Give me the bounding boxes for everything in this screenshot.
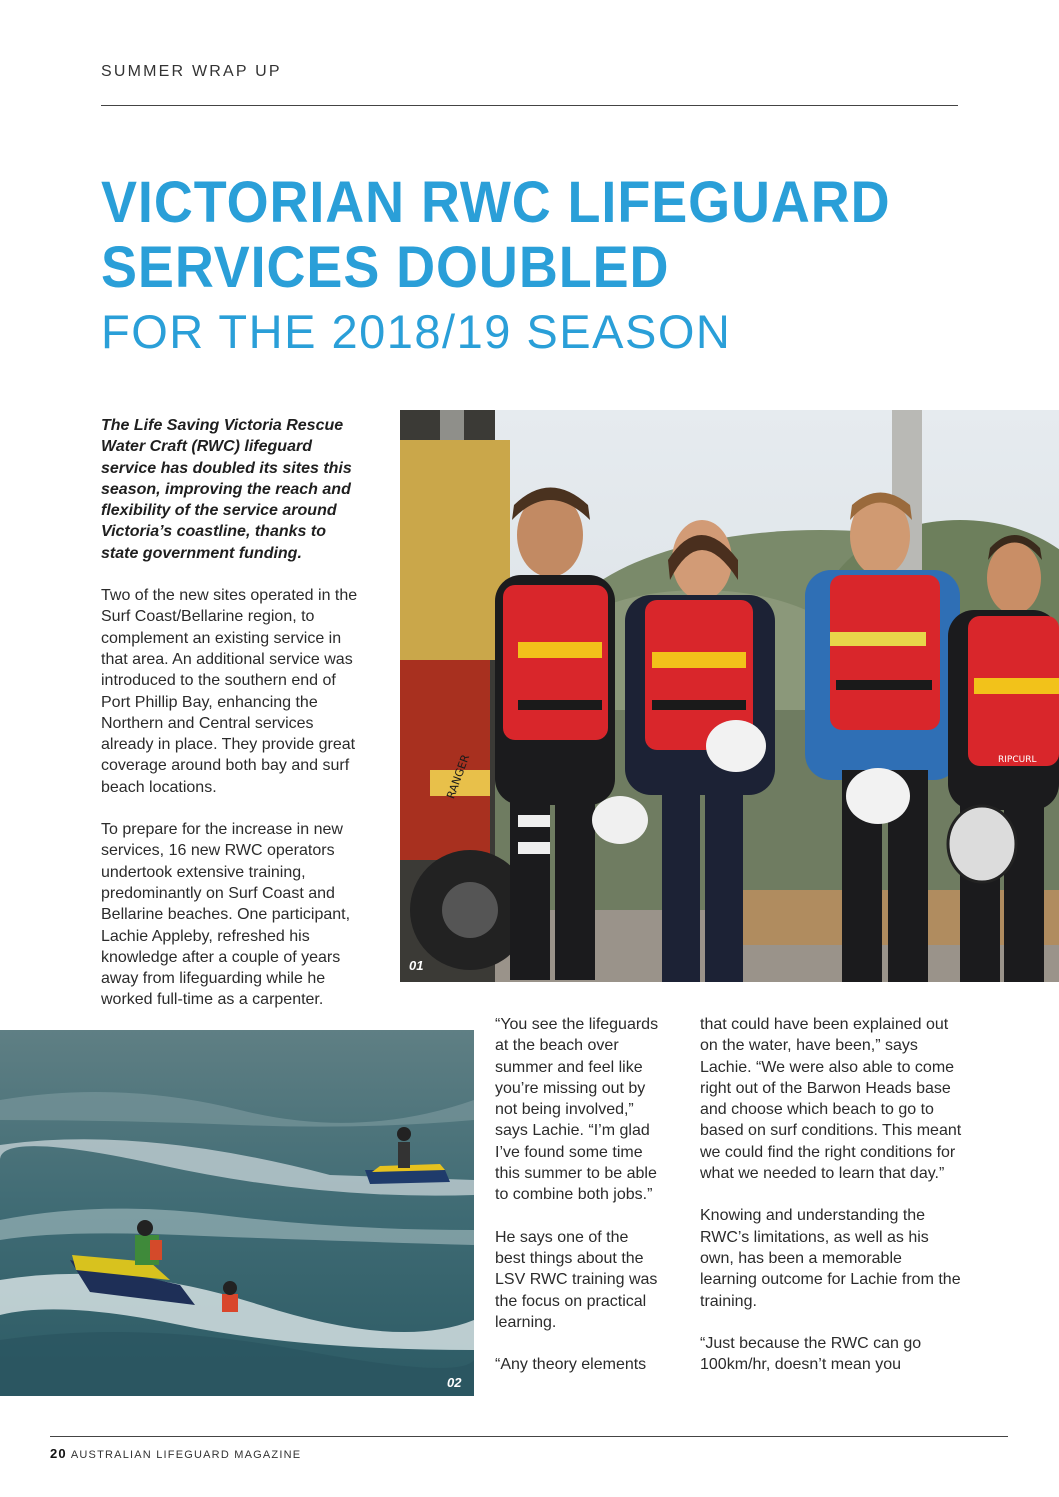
article-column-left	[101, 415, 363, 1032]
headline	[101, 170, 1001, 362]
top-divider	[101, 105, 958, 106]
article-paragraph-8: “Just because the RWC can go 100km/hr, doesn’t mean you	[700, 1334, 922, 1374]
article-column-right	[700, 1014, 962, 1396]
swimmer	[222, 1281, 238, 1312]
photo-rwc-illustration	[0, 1030, 474, 1396]
headline-line-1: VICTORIAN RWC LIFEGUARD	[101, 170, 891, 235]
footer	[50, 1446, 301, 1461]
footer-divider	[50, 1436, 1008, 1437]
article-paragraph-3: “You see the lifeguards at the beach over summer and feel like you’re missing out by not being involved,” says Lachie. “I’m glad I’ve found some time this summer to be able to combine both jobs.”	[495, 1016, 659, 1204]
headline-line-2: SERVICES DOUBLED	[101, 235, 670, 300]
vehicle-text: RANGER	[444, 752, 473, 801]
article-paragraph-6: that could have been explained out on the water, have been,” says Lachie. “We were also able to come right out of the Barwon Heads base and choose which beach to go to based on surf conditions. This meant we could find the right conditions for what we needed to learn that day.”	[700, 1016, 962, 1183]
article-paragraph-7: Knowing and understanding the RWC’s limitations, as well as his own, has been a memorable learning outcome for Lachie from the training.	[700, 1207, 961, 1310]
photo-lifeguards	[400, 410, 1059, 982]
article-paragraph-2: To prepare for the increase in new services, 16 new RWC operators undertook extensive training, predominantly on Surf Coast and Bellarine beaches. One participant, Lachie Appleby, refreshed his knowledge after a couple of years away from lifeguarding while he worked full-time as a carpenter.	[101, 821, 351, 1009]
article-paragraph-1: Two of the new sites operated in the Surf Coast/Bellarine region, to complement an existing service in that area. An additional service was introduced to the southern end of Port Phillip Bay, enhancing the Northern and Central services already in place. They provide great coverage around both bay and surf beach locations.	[101, 587, 358, 796]
article-paragraph-5: “Any theory elements	[495, 1356, 647, 1374]
photo-rescue-water-craft	[0, 1030, 474, 1396]
article-intro: The Life Saving Victoria Rescue Water Craft (RWC) lifeguard service has doubled its sites this season, improving the reach and flexibility of the service around Victoria’s coastline, thanks to state government funding.	[101, 417, 352, 562]
photo-2-caption: 02	[447, 1375, 462, 1390]
page-number: 20	[50, 1446, 67, 1461]
section-label: SUMMER WRAP UP	[101, 63, 282, 80]
publication-name: AUSTRALIAN LIFEGUARD MAGAZINE	[70, 1449, 302, 1461]
photo-1-caption: 01	[409, 958, 424, 973]
article-column-middle	[495, 1014, 660, 1396]
jacket-text: RIPCURL	[998, 755, 1037, 765]
article-paragraph-4: He says one of the best things about the LSV RWC training was the focus on practical learning.	[495, 1228, 658, 1331]
headline-subtitle: FOR THE 2018/19 SEASON	[101, 305, 732, 358]
photo-lifeguards-illustration	[400, 410, 1059, 982]
